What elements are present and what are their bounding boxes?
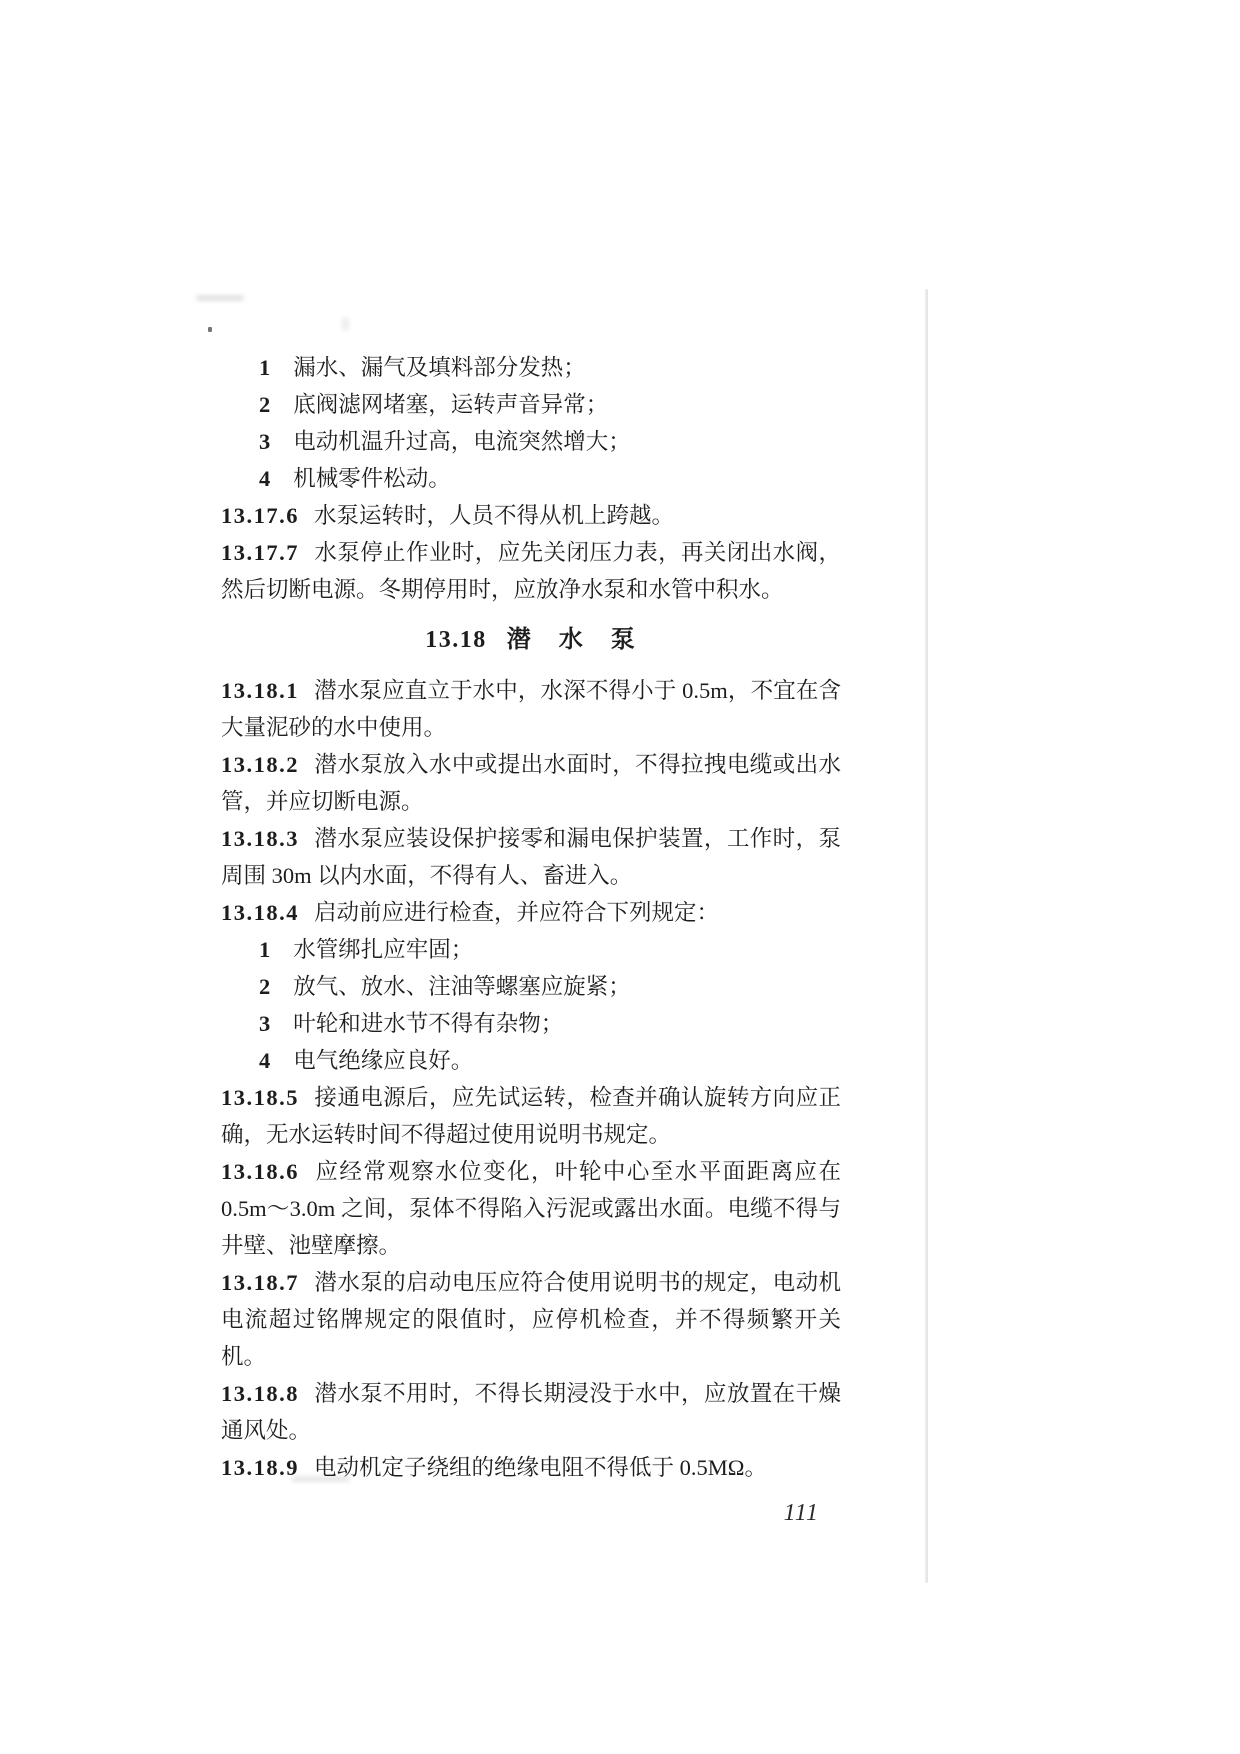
list-item-number: 3 <box>259 429 271 454</box>
list-item-text: 电气绝缘应良好。 <box>293 1048 474 1073</box>
clause-text: 启动前应进行检查，并应符合下列规定： <box>314 900 720 925</box>
list-item-number: 2 <box>259 974 271 999</box>
list-item-text: 水管绑扎应牢固； <box>293 937 474 962</box>
clause <box>221 820 841 894</box>
list-item-text: 底阀滤网堵塞，运转声音异常； <box>293 392 609 417</box>
list-item <box>221 968 841 1005</box>
clause-number: 13.17.6 <box>221 503 299 528</box>
clause-number: 13.17.7 <box>221 540 299 565</box>
clause-text: 应经常观察水位变化，叶轮中心至水平面距离应在 0.5m～3.0m 之间，泵体不得陷入污泥或露出水面。电缆不得与井壁、池壁摩擦。 <box>221 1159 841 1258</box>
section-heading-number: 13.18 <box>425 627 487 653</box>
clause-text: 水泵停止作业时，应先关闭压力表，再关闭出水阀，然后切断电源。冬期停用时，应放净水泵和水管中积水。 <box>221 540 841 602</box>
clause-text: 接通电源后，应先试运转，检查并确认旋转方向应正确，无水运转时间不得超过使用说明书规定。 <box>221 1085 841 1147</box>
clause-text: 潜水泵应装设保护接零和漏电保护装置，工作时，泵周围 30m 以内水面，不得有人、畜进入。 <box>221 826 841 888</box>
list-item-text: 漏水、漏气及填料部分发热； <box>293 355 586 380</box>
clause <box>221 746 841 820</box>
clause <box>221 497 841 534</box>
page-number: 111 <box>783 1500 819 1526</box>
list-item-number: 1 <box>259 937 271 962</box>
clause-number: 13.18.9 <box>221 1455 299 1480</box>
clause-number: 13.18.1 <box>221 678 299 703</box>
clause-text: 潜水泵放入水中或提出水面时，不得拉拽电缆或出水管，并应切断电源。 <box>221 752 841 814</box>
clause <box>221 1079 841 1153</box>
clause-number: 13.18.2 <box>221 752 299 777</box>
clause-text: 潜水泵不用时，不得长期浸没于水中，应放置在干燥通风处。 <box>221 1381 841 1443</box>
list-item-number: 4 <box>259 1048 271 1073</box>
list-item-text: 叶轮和进水节不得有杂物； <box>293 1011 564 1036</box>
clause-text: 电动机定子绕组的绝缘电阻不得低于 0.5MΩ。 <box>314 1455 767 1480</box>
clause-text: 潜水泵的启动电压应符合使用说明书的规定，电动机电流超过铭牌规定的限值时，应停机检查，并不得频繁开关机。 <box>221 1270 841 1369</box>
scan-smudge <box>196 295 244 301</box>
list-item-number: 4 <box>259 466 271 491</box>
clause-number: 13.18.7 <box>221 1270 299 1295</box>
clause <box>221 672 841 746</box>
list-item <box>221 423 841 460</box>
list-item-text: 机械零件松动。 <box>293 466 451 491</box>
list-item <box>221 1042 841 1079</box>
scan-smudge <box>342 318 349 330</box>
clause-number: 13.18.8 <box>221 1381 299 1406</box>
clause-number: 13.18.3 <box>221 826 299 851</box>
clause-number: 13.18.4 <box>221 900 299 925</box>
list-item-number: 3 <box>259 1011 271 1036</box>
clause <box>221 894 841 931</box>
list-item <box>221 349 841 386</box>
scan-speck <box>208 327 212 332</box>
scan-page-edge-line <box>925 289 928 1583</box>
clause-number: 13.18.6 <box>221 1159 299 1184</box>
list-item <box>221 460 841 497</box>
clause <box>221 1375 841 1449</box>
list-item <box>221 931 841 968</box>
list-item <box>221 386 841 423</box>
clause <box>221 1449 841 1486</box>
page-content <box>221 349 841 1532</box>
list-item-text: 放气、放水、注油等螺塞应旋紧； <box>293 974 631 999</box>
clause <box>221 1264 841 1375</box>
clause <box>221 1153 841 1264</box>
clause-text: 潜水泵应直立于水中，水深不得小于 0.5m，不宜在含大量泥砂的水中使用。 <box>221 678 841 740</box>
list-item-text: 电动机温升过高，电流突然增大； <box>293 429 631 454</box>
section-heading <box>221 622 841 659</box>
list-item <box>221 1005 841 1042</box>
list-item-number: 2 <box>259 392 271 417</box>
section-heading-title: 潜 水 泵 <box>506 627 637 653</box>
list-item-number: 1 <box>259 355 271 380</box>
clause-number: 13.18.5 <box>221 1085 299 1110</box>
clause <box>221 534 841 608</box>
clause-text: 水泵运转时，人员不得从机上跨越。 <box>314 503 675 528</box>
